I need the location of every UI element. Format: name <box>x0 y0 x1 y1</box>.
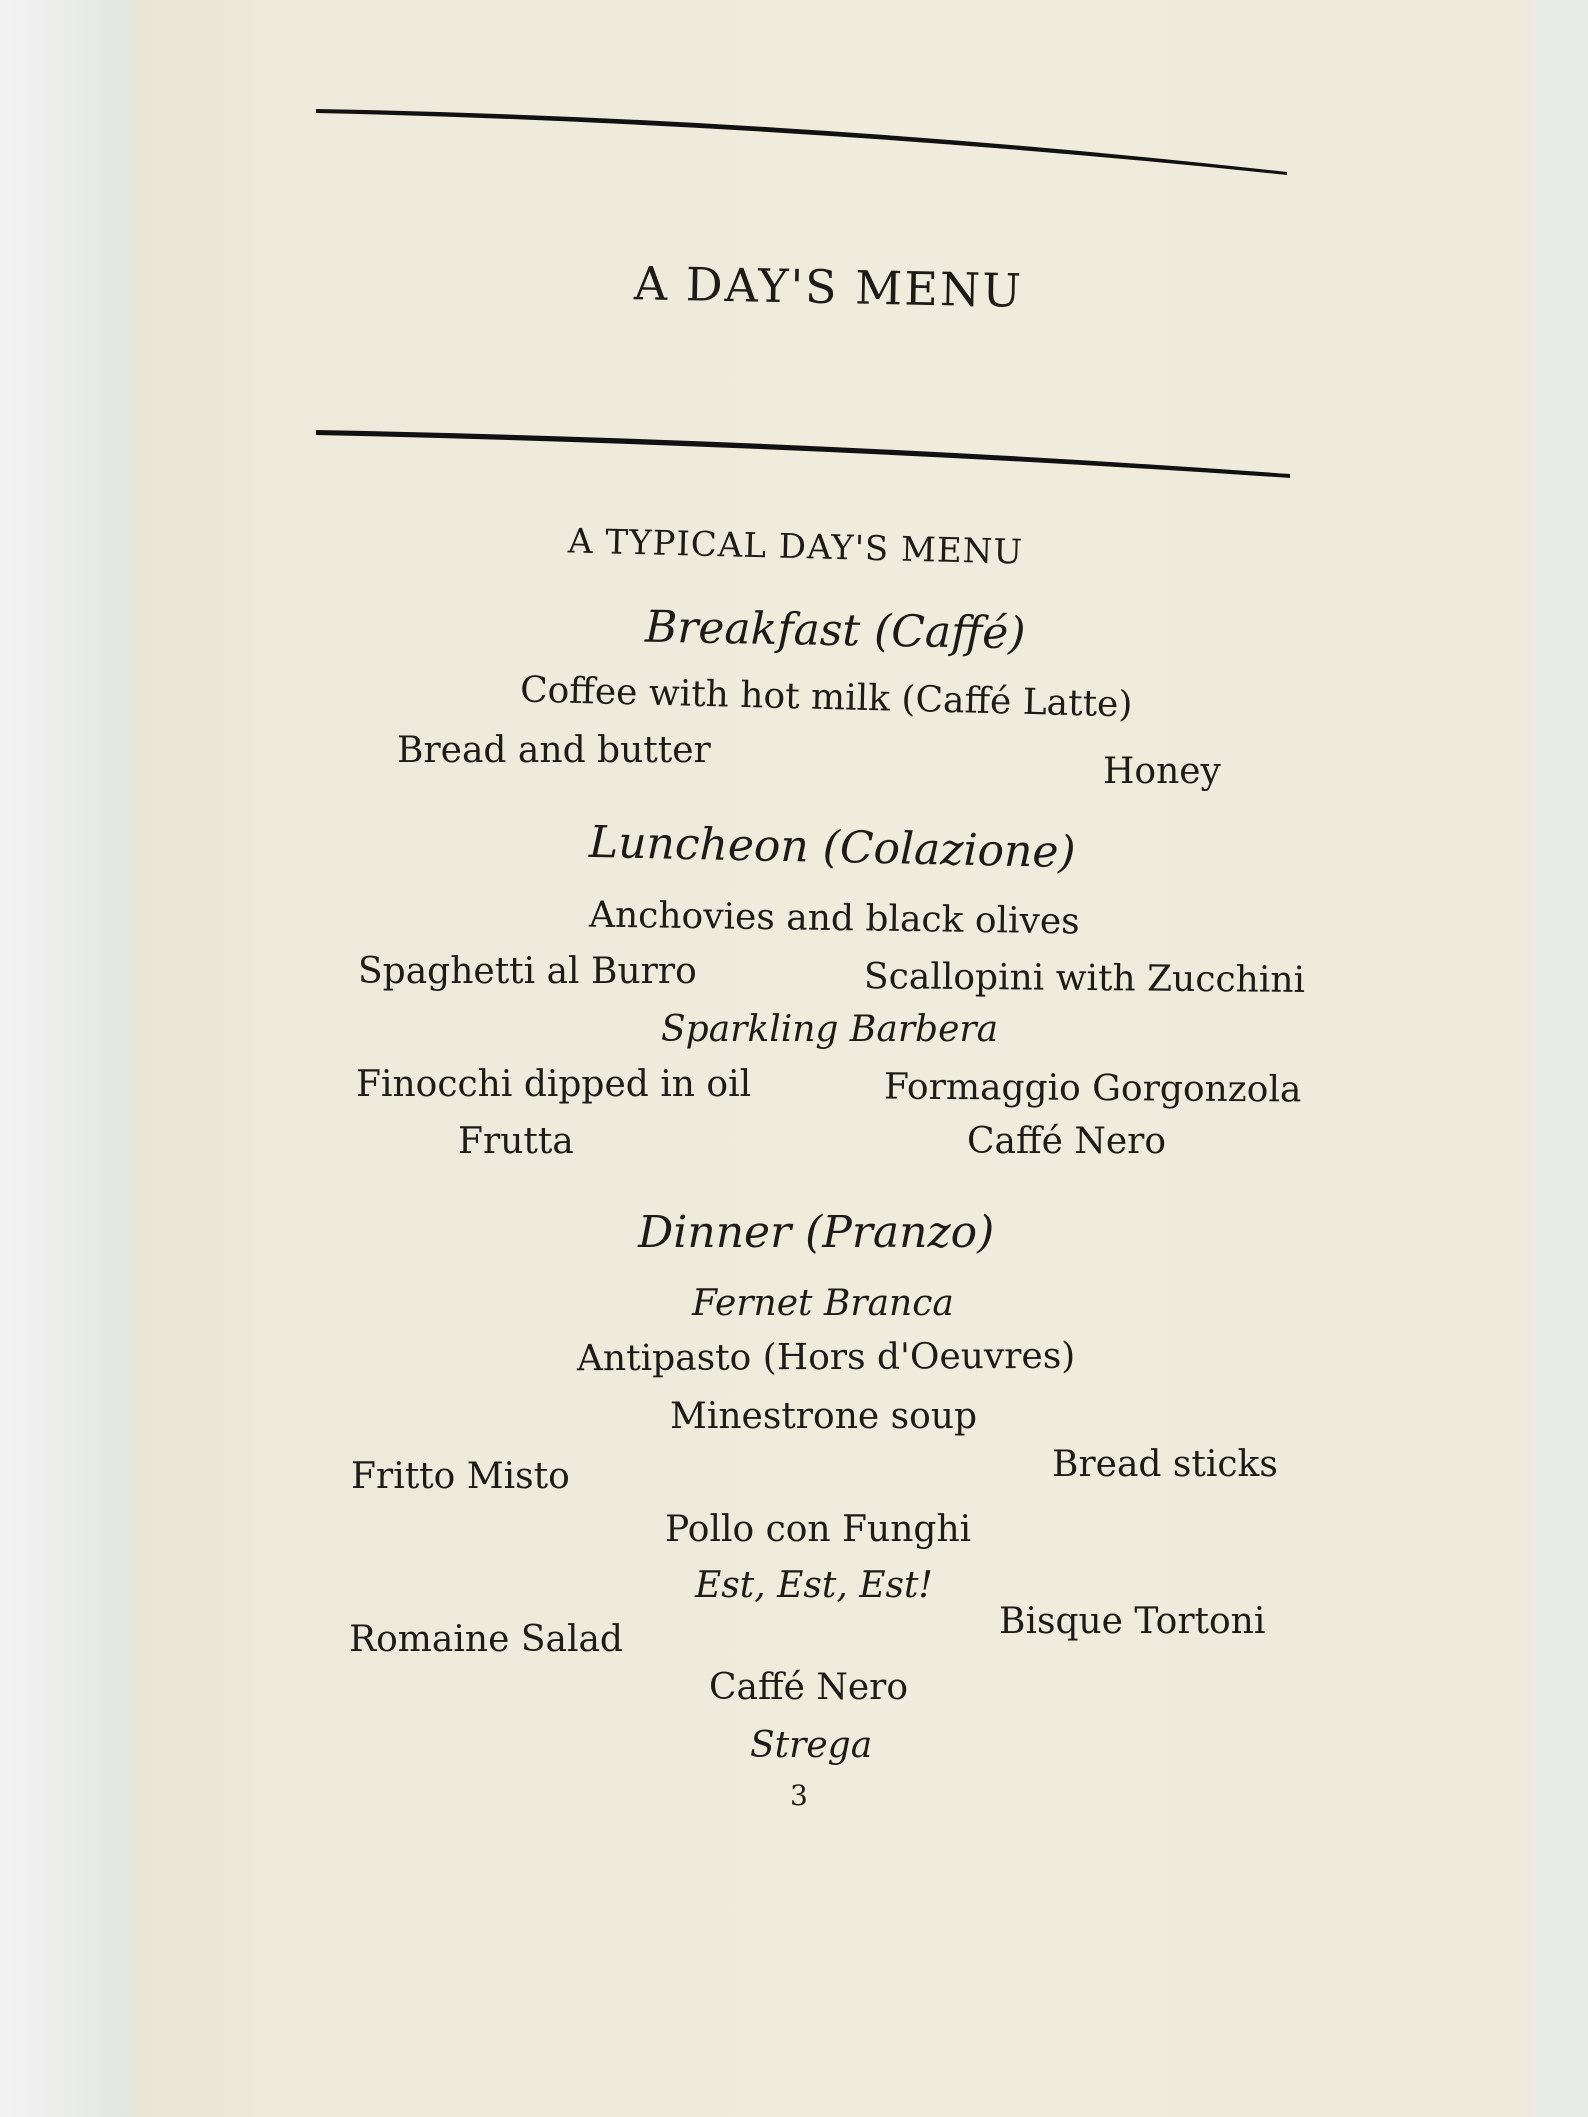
luncheon-frutta: Frutta <box>458 1121 574 1162</box>
dinner-aperitif: Fernet Branca <box>692 1283 954 1324</box>
dinner-liqueur: Strega <box>750 1725 873 1766</box>
top-rule <box>316 109 1287 175</box>
dinner-caffe: Caffé Nero <box>709 1667 909 1708</box>
dinner-dessert: Bisque Tortoni <box>999 1601 1266 1642</box>
dinner-heading: Dinner (Pranzo) <box>638 1207 995 1258</box>
middle-rule <box>316 430 1290 478</box>
breakfast-honey: Honey <box>1103 751 1221 792</box>
dinner-salad: Romaine Salad <box>349 1619 623 1660</box>
dinner-fritto: Fritto Misto <box>351 1456 570 1497</box>
luncheon-anchovies: Anchovies and black olives <box>588 894 1080 943</box>
dinner-pollo: Pollo con Funghi <box>665 1509 972 1550</box>
breakfast-heading: Breakfast (Caffé) <box>644 601 1026 660</box>
dinner-antipasto: Antipasto (Hors d'Oeuvres) <box>576 1335 1076 1380</box>
luncheon-heading: Luncheon (Colazione) <box>588 816 1077 879</box>
luncheon-caffe: Caffé Nero <box>967 1121 1167 1162</box>
dinner-soup: Minestrone soup <box>670 1396 978 1437</box>
luncheon-formaggio: Formaggio Gorgonzola <box>883 1066 1302 1111</box>
menu-title: A TYPICAL DAY'S MENU <box>567 521 1024 573</box>
dinner-breadsticks: Bread sticks <box>1052 1444 1278 1485</box>
page-title: A DAY'S MENU <box>633 256 1024 318</box>
page-number: 3 <box>790 1779 808 1812</box>
luncheon-wine: Sparkling Barbera <box>661 1009 999 1050</box>
luncheon-scallopini: Scallopini with Zucchini <box>863 956 1306 1001</box>
dinner-wine: Est, Est, Est! <box>695 1565 933 1606</box>
luncheon-finocchi: Finocchi dipped in oil <box>356 1064 752 1105</box>
breakfast-coffee: Coffee with hot milk (Caffé Latte) <box>519 669 1133 726</box>
luncheon-spaghetti: Spaghetti al Burro <box>358 951 697 992</box>
breakfast-bread: Bread and butter <box>397 730 711 771</box>
